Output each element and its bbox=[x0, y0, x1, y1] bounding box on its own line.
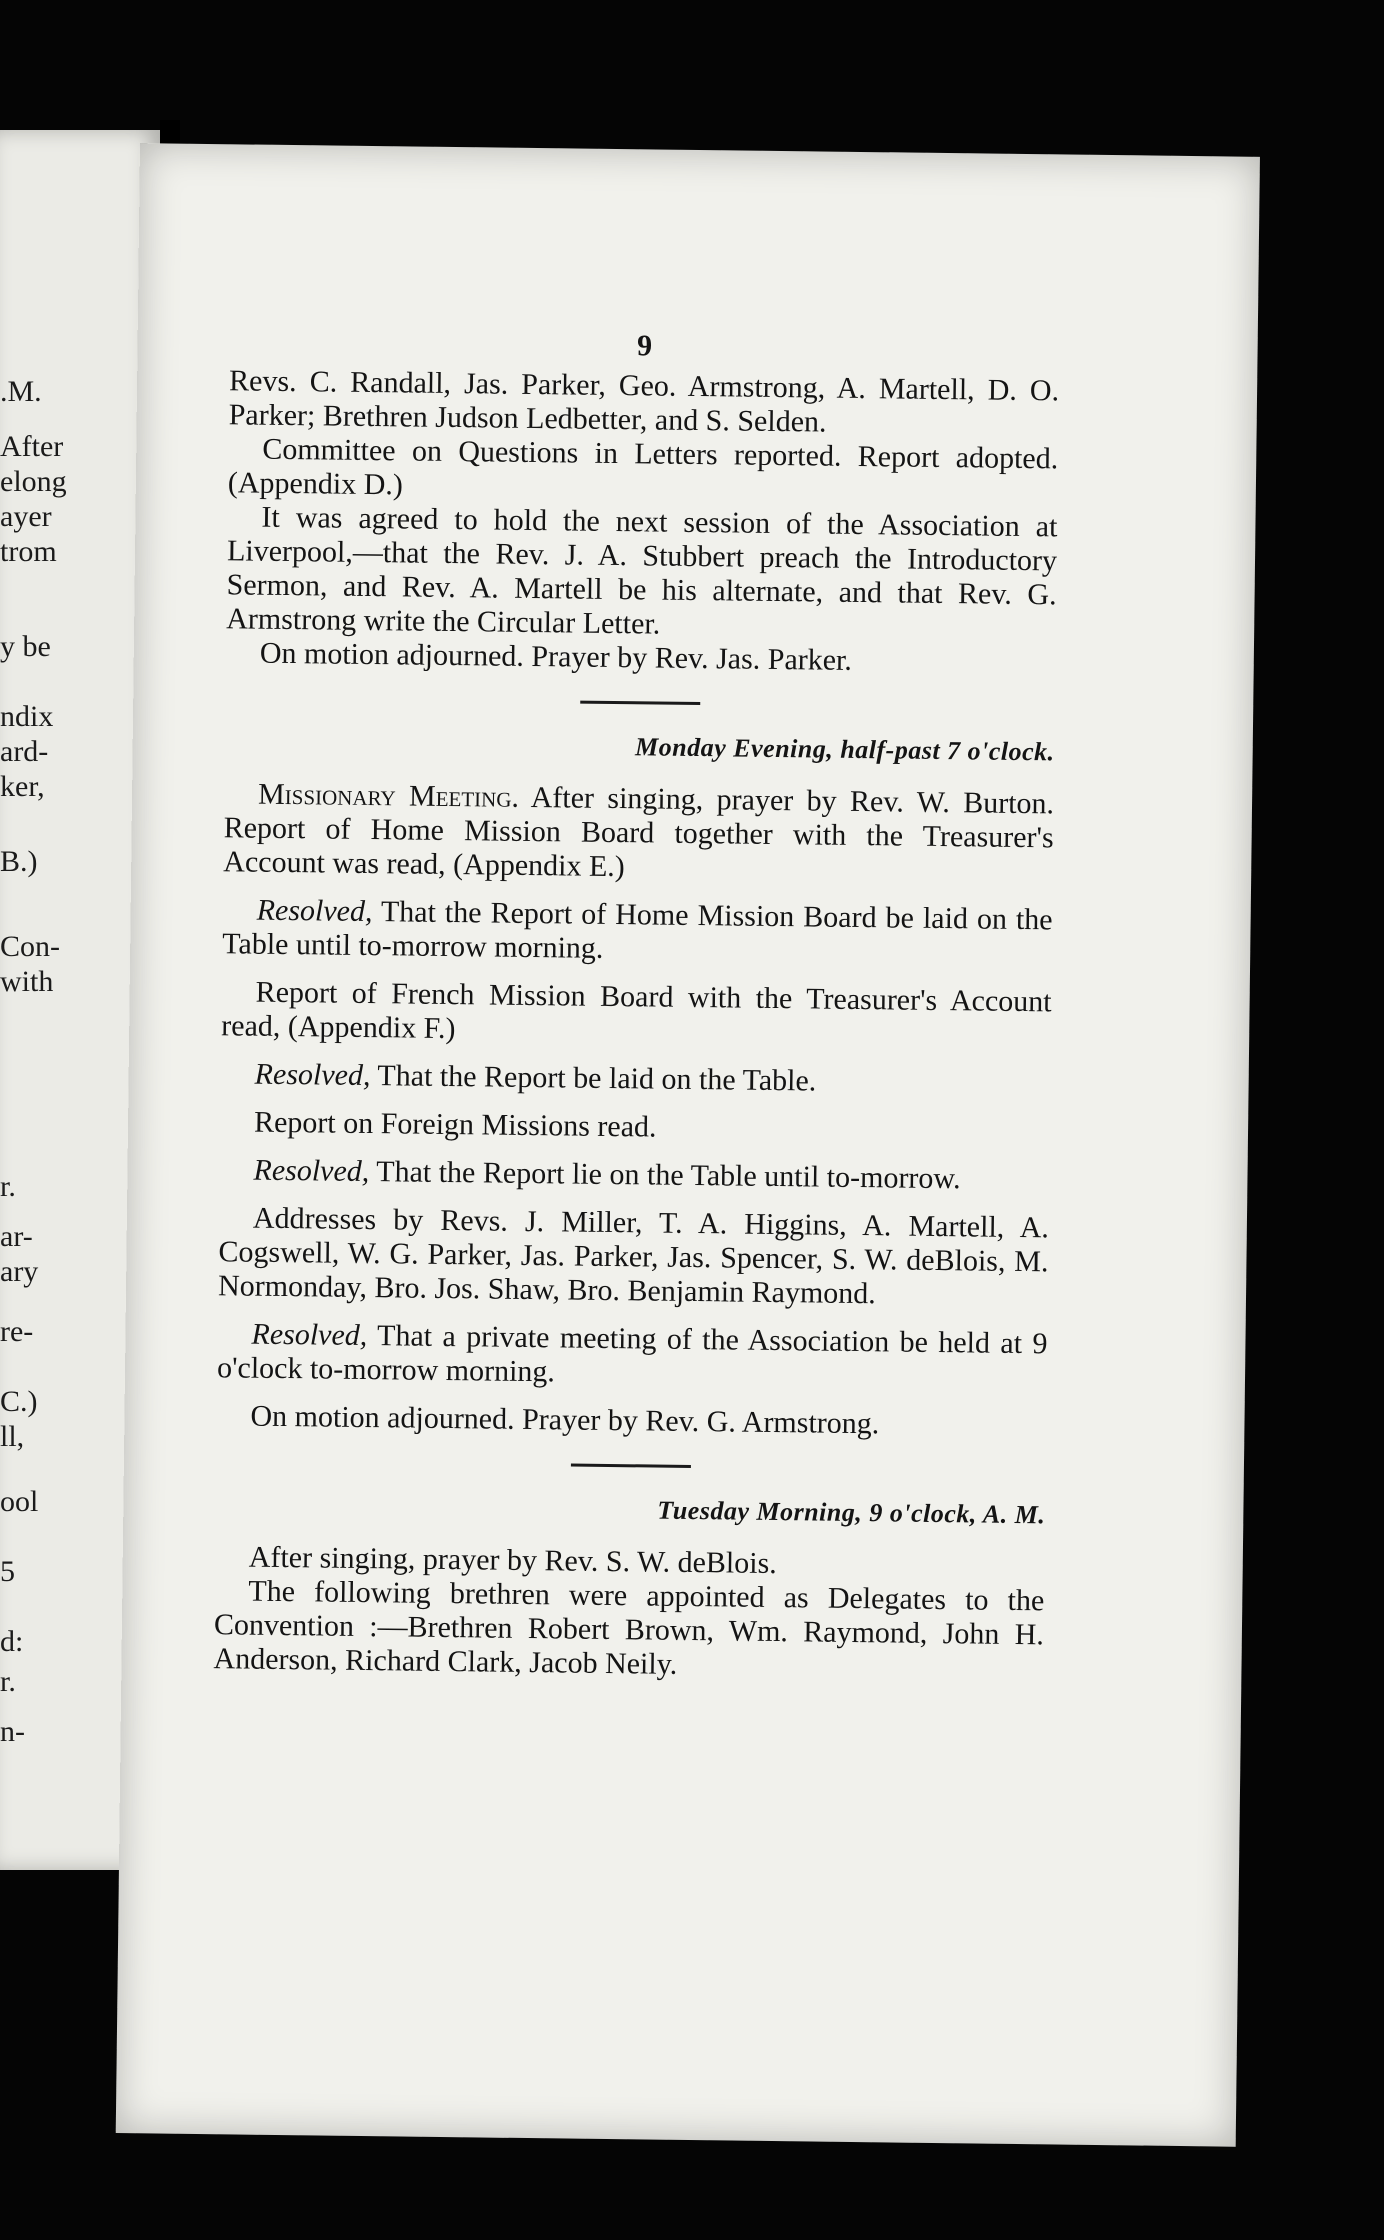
left-page-text: trom bbox=[0, 535, 57, 568]
section-heading-tuesday-morning: Tuesday Morning, 9 o'clock, A. M. bbox=[657, 1495, 1046, 1530]
left-page-text: .M. bbox=[0, 375, 42, 408]
left-page-text: C.) bbox=[0, 1385, 38, 1418]
left-page-text: After bbox=[0, 430, 64, 463]
left-page-text: ool bbox=[0, 1485, 39, 1518]
paragraph-addresses: Addresses by Revs. J. Miller, T. A. Higgins, A. Martell, A. Cogswell, W. G. Parker, Jas. Parker, Jas. Spencer, S. W. deBlois, M. Normonday, Bro. Jos. Shaw, Bro. Benjamin Raymond. bbox=[217, 1201, 1050, 1311]
paragraph-foreign-missions: Report on Foreign Missions read. bbox=[253, 1105, 657, 1144]
paragraph-missionary-meeting bbox=[223, 777, 1054, 889]
section-divider bbox=[580, 701, 700, 705]
left-page-text: 5 bbox=[0, 1555, 15, 1588]
resolved-text: That the Report of Home Mission Board be laid on the Table until to-morrow morning. bbox=[222, 895, 1053, 965]
left-page-text: elong bbox=[0, 465, 67, 498]
section-divider bbox=[571, 1464, 691, 1468]
left-page-text: ll, bbox=[0, 1420, 25, 1453]
left-page-text: with bbox=[0, 965, 54, 998]
paragraph-adjourned-2: On motion adjourned. Prayer by Rev. G. Armstrong. bbox=[250, 1399, 880, 1441]
left-page-text: ayer bbox=[0, 500, 52, 533]
missionary-meeting-label: Missionary Meeting. bbox=[257, 777, 520, 814]
left-page-text: y be bbox=[0, 630, 51, 663]
paragraph-questions-committee: Committee on Questions in Letters reported. Report adopted. (Appendix D.) bbox=[227, 432, 1059, 502]
left-page-text: Con- bbox=[0, 930, 60, 963]
missionary-meeting-text: After singing, prayer by Rev. W. Burton. Report of Home Mission Board together with the Treasurer's Account was read, (Appendix E.) bbox=[223, 780, 1055, 884]
resolved-text: That a private meeting of the Association be held at 9 o'clock to-morrow morning. bbox=[216, 1319, 1048, 1389]
left-page-text: r. bbox=[0, 1665, 16, 1698]
paragraph-resolved-1 bbox=[222, 893, 1053, 971]
paragraph-resolved-3 bbox=[219, 1153, 1049, 1197]
page-number: 9 bbox=[636, 329, 653, 363]
resolved-label: Resolved, bbox=[253, 1153, 370, 1189]
paragraph-french-mission: Report of French Mission Board with the Treasurer's Account read, (Appendix F.) bbox=[221, 975, 1052, 1046]
page-content bbox=[213, 324, 1059, 1686]
paragraph-resolved-2 bbox=[220, 1057, 1050, 1101]
paragraph-adjourned-1: On motion adjourned. Prayer by Rev. Jas. Parker. bbox=[259, 636, 853, 677]
left-page-text: ker, bbox=[0, 770, 45, 803]
right-page bbox=[116, 143, 1260, 2147]
left-page-text: B.) bbox=[0, 845, 38, 878]
left-page-text: d: bbox=[0, 1625, 24, 1658]
paragraph-prayer-tuesday: After singing, prayer by Rev. S. W. deBlois. bbox=[248, 1540, 777, 1581]
left-page-text: n- bbox=[0, 1715, 25, 1748]
section-heading-monday-evening: Monday Evening, half-past 7 o'clock. bbox=[634, 732, 1055, 767]
left-page-text: ndix bbox=[0, 700, 54, 733]
resolved-text: That the Report lie on the Table until to-morrow. bbox=[376, 1155, 961, 1196]
paragraph-next-session: It was agreed to hold the next session of the Association at Liverpool,—that the Rev. J. A. Stubbert preach the Introductory Sermon, and Rev. A. Martell be his alternate, and that Rev. G. Armstrong write the Circular Letter. bbox=[226, 500, 1058, 641]
paragraph-resolved-4 bbox=[217, 1317, 1048, 1395]
resolved-text: That the Report be laid on the Table. bbox=[377, 1059, 817, 1098]
resolved-label: Resolved, bbox=[254, 1057, 371, 1093]
resolved-label: Resolved, bbox=[256, 893, 373, 929]
left-page-text: re- bbox=[0, 1315, 34, 1348]
left-page-text: ary bbox=[0, 1255, 39, 1288]
left-page-text: r. bbox=[0, 1170, 16, 1203]
resolved-label: Resolved, bbox=[251, 1317, 368, 1353]
paragraph-delegates: The following brethren were appointed as Delegates to the Convention :—Brethren Robert Brown, Wm. Raymond, John H. Anderson, Richard Clark, Jacob Neily. bbox=[213, 1574, 1045, 1681]
left-page-text: ar- bbox=[0, 1220, 33, 1253]
left-page-text: ard- bbox=[0, 735, 49, 768]
paragraph-committee-members: Revs. C. Randall, Jas. Parker, Geo. Armstrong, A. Martell, D. O. Parker; Brethren Judson Ledbetter, and S. Selden. bbox=[228, 364, 1060, 439]
